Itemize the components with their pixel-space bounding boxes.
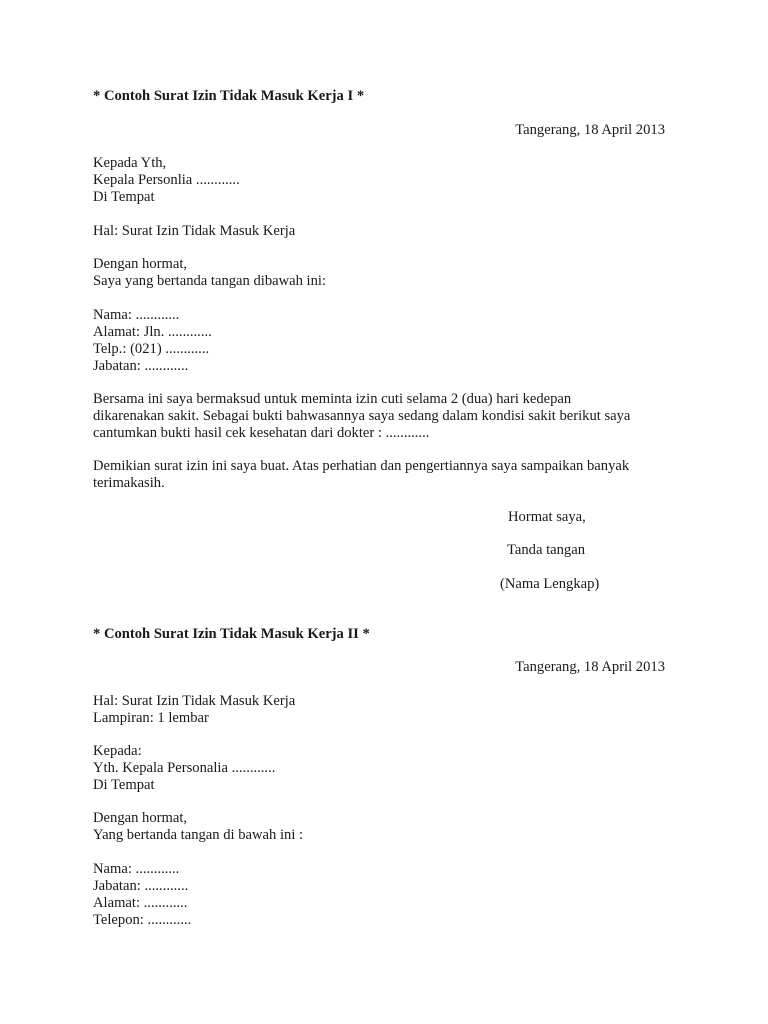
letter1-field: Nama: ............ [93, 307, 180, 323]
letter2-field: Telepon: ............ [93, 912, 192, 928]
letter1-greeting: Saya yang bertanda tangan dibawah ini: [93, 273, 327, 289]
letter2-field: Nama: ............ [93, 861, 180, 877]
letter2-recipient-line: Di Tempat [93, 777, 155, 793]
letter1-body-line: cantumkan bukti hasil cek kesehatan dari dokter : ............ [93, 425, 430, 441]
letter1-greeting: Dengan hormat, [93, 256, 188, 272]
letter1-signature-label: Tanda tangan [507, 542, 585, 558]
letter2-subject: Hal: Surat Izin Tidak Masuk Kerja [93, 693, 296, 709]
letter2-field: Alamat: ............ [93, 895, 188, 911]
letter2-heading: * Contoh Surat Izin Tidak Masuk Kerja II * [93, 626, 370, 642]
letter2-attachment: Lampiran: 1 lembar [93, 710, 209, 726]
letter2-date: Tangerang, 18 April 2013 [515, 659, 665, 675]
letter1-recipient-line: Di Tempat [93, 189, 155, 205]
letter1-signature-regards: Hormat saya, [508, 509, 586, 525]
letter1-recipient-line: Kepala Personlia ............ [93, 172, 240, 188]
letter1-closing-line: terimakasih. [93, 475, 165, 491]
letter2-recipient-line: Kepada: [93, 743, 142, 759]
letter1-body-line: dikarenakan sakit. Sebagai bukti bahwasannya saya sedang dalam kondisi sakit berikut saya [93, 408, 631, 424]
letter2-field: Jabatan: ............ [93, 878, 189, 894]
letter1-recipient-line: Kepada Yth, [93, 155, 167, 171]
letter1-body-line: Bersama ini saya bermaksud untuk meminta izin cuti selama 2 (dua) hari kedepan [93, 391, 572, 407]
letter1-closing-line: Demikian surat izin ini saya buat. Atas perhatian dan pengertiannya saya sampaikan banyak [93, 458, 630, 474]
letter2-greeting: Yang bertanda tangan di bawah ini : [93, 827, 304, 843]
letter1-signature-name: (Nama Lengkap) [500, 576, 600, 592]
letter1-heading: * Contoh Surat Izin Tidak Masuk Kerja I * [93, 88, 365, 104]
letter2-greeting: Dengan hormat, [93, 810, 188, 826]
letter1-subject: Hal: Surat Izin Tidak Masuk Kerja [93, 223, 296, 239]
letter1-date: Tangerang, 18 April 2013 [515, 122, 665, 138]
letter1-field: Jabatan: ............ [93, 358, 189, 374]
letter2-recipient-line: Yth. Kepala Personalia ............ [93, 760, 276, 776]
letter1-field: Telp.: (021) ............ [93, 341, 210, 357]
letter1-field: Alamat: Jln. ............ [93, 324, 212, 340]
